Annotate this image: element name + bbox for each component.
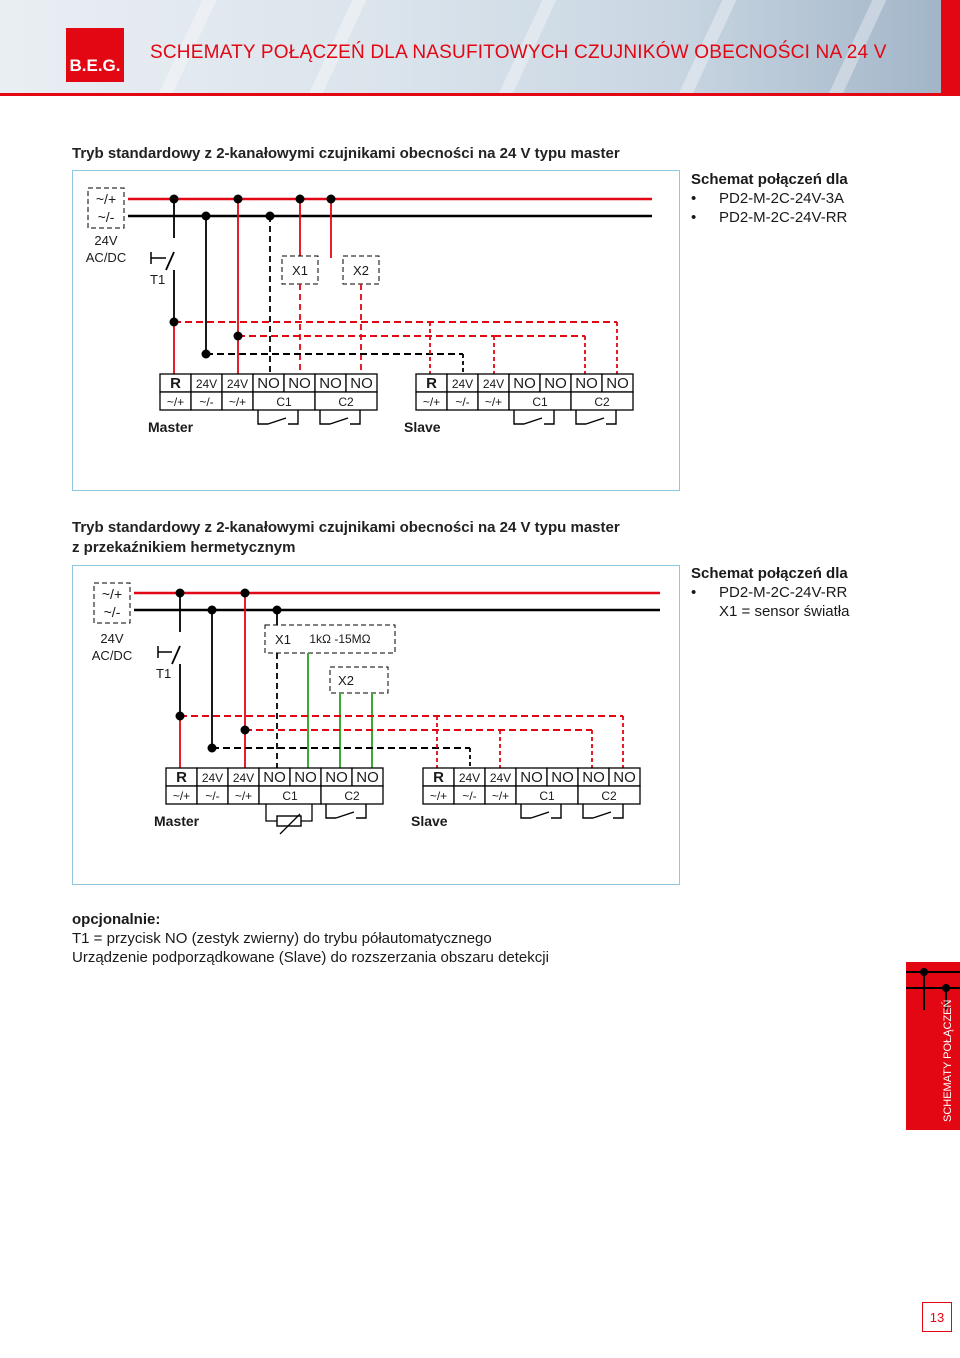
beg-logo: B.E.G. [66,28,124,82]
optional-heading: opcjonalnie: [72,911,161,928]
terminal-label: ~/- [455,395,470,409]
terminal-label: ~/+ [491,789,510,803]
terminal-label: 24V [482,377,505,391]
slave-label: Slave [411,813,448,829]
supply-type: AC/DC [85,250,127,265]
terminal-label: R [426,375,437,392]
diagram2-scheme-note [691,564,849,621]
terminal-label: 24V [458,771,481,785]
master-label: Master [154,813,200,829]
relay-contact [320,410,360,424]
optional-line: Urządzenie podporządkowane (Slave) do rozszerzania obszaru detekcji [72,949,549,966]
terminal-label: NO [513,375,536,392]
side-tab-label: SCHEMATY POŁĄCZEŃ [942,999,954,1122]
t1-label: T1 [156,666,172,681]
terminal-label: NO [613,769,636,786]
master-label: Master [148,419,194,435]
terminal-label: C1 [539,789,555,803]
terminal-label: NO [350,375,373,392]
scheme-item: • PD2-M-2C-24V-RR [691,208,848,227]
terminal-label: C1 [276,395,292,409]
supply-voltage: 24V [100,631,124,646]
master-terminal-block [148,374,377,435]
supply-type: AC/DC [91,648,133,663]
terminal-label: NO [575,375,598,392]
slave-terminal-block [404,374,633,435]
svg-text:X1: X1 [292,263,308,278]
terminal-label: 24V [195,377,218,391]
scheme-header: Schemat połączeń dla [691,171,848,188]
terminal-label: 24V [201,771,224,785]
diagram2-title-line1: Tryb standardowy z 2-kanałowymi czujnikami obecności na 24 V typu master [72,519,620,536]
terminal-label: NO [325,769,348,786]
terminal-label: C2 [601,789,617,803]
terminal-label: NO [288,375,311,392]
diagram1-wiring [86,188,652,374]
rail-plus-label: ~/+ [101,586,123,602]
t1-label: T1 [150,272,166,287]
terminal-label: NO [294,769,317,786]
scheme-item: X1 = sensor światła [719,603,850,620]
terminal-label: ~/+ [228,395,247,409]
rail-minus-label: ~/- [103,604,121,620]
section-side-tab [906,962,960,1130]
diagram2-box [72,565,680,885]
terminal-label: NO [257,375,280,392]
page-title: SCHEMATY POŁĄCZEŃ DLA NASUFITOWYCH CZUJNIKÓW OBECNOŚCI NA 24 V [150,42,887,63]
terminal-label: ~/- [462,789,477,803]
relay-contact [258,410,298,424]
terminal-label: ~/+ [172,789,191,803]
resistance-range: 1kΩ -15MΩ [309,632,371,646]
terminal-label: C1 [532,395,548,409]
terminal-label: ~/+ [484,395,503,409]
terminal-label: 24V [226,377,249,391]
terminal-label: C1 [282,789,298,803]
terminal-label: ~/- [199,395,214,409]
terminal-label: R [176,769,187,786]
terminal-label: NO [319,375,342,392]
scheme-item: • PD2-M-2C-24V-RR [691,583,849,602]
terminal-label: ~/+ [429,789,448,803]
terminal-label: C2 [594,395,610,409]
page-number: 13 [922,1302,952,1332]
terminal-label: NO [582,769,605,786]
terminal-label: ~/- [205,789,220,803]
svg-text:X2: X2 [338,673,354,688]
relay-contact [514,410,554,424]
terminal-label: 24V [451,377,474,391]
terminal-label: ~/+ [422,395,441,409]
t1-switch-contact [166,252,174,270]
terminal-label: C2 [338,395,354,409]
optional-notes [72,910,549,967]
terminal-label: NO [520,769,543,786]
terminal-label: 24V [232,771,255,785]
terminal-label: C2 [344,789,360,803]
relay-contact [576,410,616,424]
terminal-label: NO [263,769,286,786]
terminal-label: NO [356,769,379,786]
diagram2-title-line2: z przekaźnikiem hermetycznym [72,539,296,556]
scheme-header: Schemat połączeń dla [691,565,848,582]
rail-minus-label: ~/- [97,209,115,225]
terminal-label: R [170,375,181,392]
terminal-label: NO [606,375,629,392]
diagram1-title: Tryb standardowy z 2-kanałowymi czujnikami obecności na 24 V typu master [72,145,620,162]
optional-line: T1 = przycisk NO (zestyk zwierny) do trybu półautomatycznego [72,930,492,947]
rail-plus-label: ~/+ [95,191,117,207]
svg-text:X1: X1 [275,632,291,647]
terminal-label: 24V [489,771,512,785]
terminal-label: ~/+ [234,789,253,803]
supply-voltage: 24V [94,233,118,248]
scheme-item: • PD2-M-2C-24V-3A [691,189,848,208]
terminal-label: R [433,769,444,786]
svg-text:X2: X2 [353,263,369,278]
terminal-label: ~/+ [166,395,185,409]
terminal-label: NO [544,375,567,392]
terminal-label: NO [551,769,574,786]
slave-label: Slave [404,419,441,435]
